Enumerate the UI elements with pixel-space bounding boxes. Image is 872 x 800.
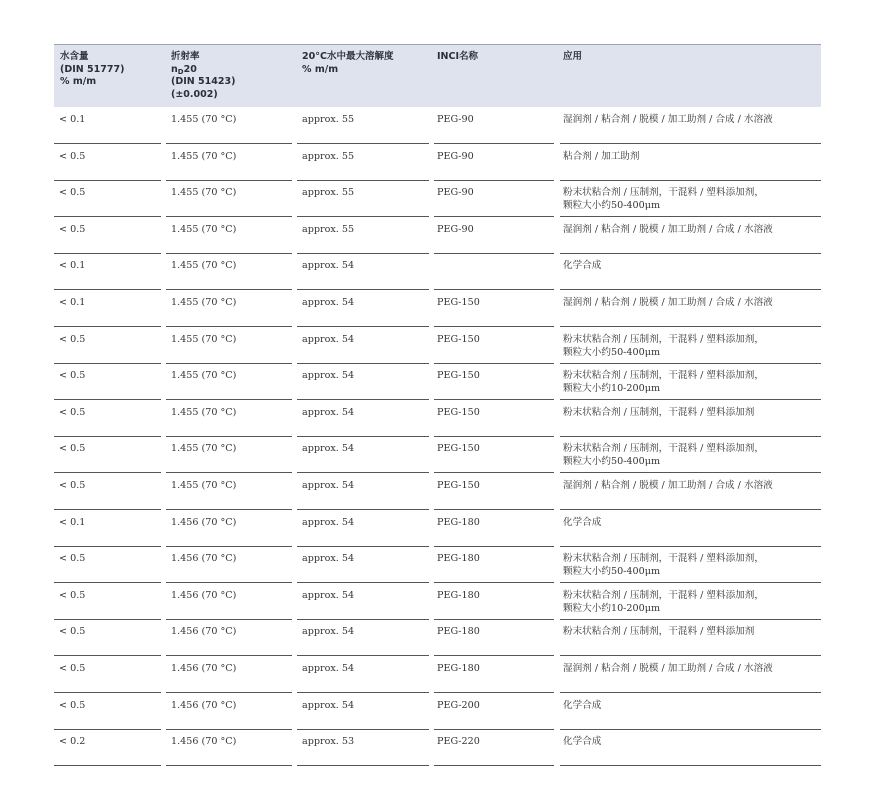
cell-application	[563, 589, 764, 615]
cell-solubility: approx. 54	[302, 553, 355, 565]
application-line: 颗粒大小约50-400μm	[563, 566, 661, 578]
application-line: 湿润剂 / 粘合剂 / 脱模 / 加工助剂 / 合成 / 水溶液	[563, 223, 773, 235]
cell-water-content: < 0.1	[59, 297, 86, 308]
header-text: (DIN 51777)	[60, 63, 125, 75]
cell-water-content: < 0.5	[59, 663, 86, 674]
cell-water-content: < 0.5	[59, 150, 86, 162]
row-divider	[560, 765, 821, 766]
header-text: 20°C水中最大溶解度	[302, 51, 394, 62]
cell-water-content: < 0.1	[59, 114, 86, 125]
table-row	[0, 327, 872, 364]
cell-application	[563, 516, 601, 529]
table-row	[0, 180, 872, 217]
application-line: 颗粒大小约10-200μm	[563, 383, 661, 395]
cell-application	[563, 552, 764, 578]
cell-water-content: < 0.1	[59, 260, 86, 272]
table-row	[0, 400, 872, 437]
cell-application	[563, 479, 773, 492]
cell-water-content: < 0.5	[59, 443, 86, 455]
cell-solubility: approx. 54	[302, 516, 355, 528]
cell-refractive-index: 1.455 (70 °C)	[171, 223, 237, 235]
cell-application	[563, 296, 773, 309]
application-line: 颗粒大小约50-400μm	[563, 346, 661, 358]
cell-inci-name: PEG-90	[437, 150, 474, 162]
application-line: 粉末状粘合剂 / 压制剂，干混料 / 塑料添加剂，	[563, 589, 764, 601]
cell-inci-name: PEG-90	[437, 187, 474, 199]
application-line: 粉末状粘合剂 / 压制剂，干混料 / 塑料添加剂，	[563, 370, 764, 382]
header-text: n	[171, 63, 178, 75]
row-divider	[54, 765, 161, 766]
cell-inci-name: PEG-220	[437, 736, 480, 748]
application-line: 颗粒大小约50-400μm	[563, 456, 661, 468]
cell-water-content: < 0.5	[59, 626, 86, 638]
cell-water-content: < 0.5	[59, 223, 86, 235]
cell-water-content: < 0.5	[59, 480, 86, 491]
header-text: (DIN 51423)	[171, 76, 236, 88]
cell-refractive-index: 1.456 (70 °C)	[171, 516, 237, 528]
cell-inci-name: PEG-150	[437, 370, 480, 382]
header-subscript: D	[177, 67, 184, 76]
application-line: 粉末状粘合剂 / 压制剂，干混料 / 塑料添加剂，	[563, 443, 764, 455]
table-row	[0, 619, 872, 656]
table-row	[0, 546, 872, 583]
cell-application	[563, 333, 764, 359]
cell-refractive-index: 1.456 (70 °C)	[171, 626, 237, 638]
header-water-content	[60, 51, 124, 89]
table-row	[0, 290, 872, 327]
cell-refractive-index: 1.455 (70 °C)	[171, 443, 237, 455]
cell-inci-name: PEG-150	[437, 406, 480, 418]
cell-water-content: < 0.5	[59, 406, 86, 418]
header-text: % m/m	[302, 63, 339, 75]
cell-solubility: approx. 54	[302, 589, 355, 601]
table-row	[0, 217, 872, 254]
application-line: 湿润剂 / 粘合剂 / 脱模 / 加工助剂 / 合成 / 水溶液	[563, 297, 773, 308]
cell-refractive-index: 1.455 (70 °C)	[171, 333, 237, 345]
table-row	[0, 363, 872, 400]
cell-application	[563, 442, 764, 468]
cell-inci-name: PEG-90	[437, 223, 474, 235]
cell-application	[563, 223, 773, 236]
table-header	[54, 44, 821, 107]
header-text: 应用	[563, 51, 583, 62]
application-line: 化学合成	[563, 260, 602, 272]
cell-refractive-index: 1.456 (70 °C)	[171, 736, 237, 748]
cell-inci-name: PEG-180	[437, 589, 480, 601]
cell-refractive-index: 1.455 (70 °C)	[171, 370, 237, 382]
cell-solubility: approx. 54	[302, 333, 355, 345]
table-row	[0, 107, 872, 144]
cell-refractive-index: 1.456 (70 °C)	[171, 553, 237, 565]
cell-solubility: approx. 55	[302, 114, 355, 125]
application-line: 粉末状粘合剂 / 压制剂，干混料 / 塑料添加剂，	[563, 333, 764, 345]
header-text: % m/m	[60, 76, 97, 88]
cell-solubility: approx. 54	[302, 480, 355, 491]
cell-refractive-index: 1.455 (70 °C)	[171, 150, 237, 162]
application-line: 粉末状粘合剂 / 压制剂，干混料 / 塑料添加剂，	[563, 553, 764, 565]
cell-refractive-index: 1.455 (70 °C)	[171, 480, 237, 491]
cell-solubility: approx. 53	[302, 736, 355, 748]
cell-refractive-index: 1.456 (70 °C)	[171, 663, 237, 674]
cell-application	[563, 150, 640, 163]
table-row	[0, 436, 872, 473]
cell-solubility: approx. 54	[302, 626, 355, 638]
application-line: 粉末状粘合剂 / 压制剂，干混料 / 塑料添加剂	[563, 626, 755, 638]
application-line: 化学合成	[563, 736, 602, 748]
cell-inci-name: PEG-150	[437, 443, 480, 455]
cell-refractive-index: 1.455 (70 °C)	[171, 187, 237, 199]
cell-refractive-index: 1.456 (70 °C)	[171, 699, 237, 711]
header-application	[563, 51, 582, 64]
cell-application	[563, 662, 773, 675]
table-row	[0, 144, 872, 181]
cell-application	[563, 113, 773, 126]
cell-application	[563, 625, 754, 638]
cell-water-content: < 0.5	[59, 699, 86, 711]
header-text: 20	[183, 63, 197, 75]
application-line: 湿润剂 / 粘合剂 / 脱模 / 加工助剂 / 合成 / 水溶液	[563, 480, 773, 491]
cell-water-content: < 0.1	[59, 516, 86, 528]
table-row	[0, 253, 872, 290]
cell-application	[563, 406, 754, 419]
application-line: 化学合成	[563, 699, 602, 711]
cell-refractive-index: 1.455 (70 °C)	[171, 297, 237, 308]
row-divider	[434, 765, 554, 766]
cell-water-content: < 0.5	[59, 370, 86, 382]
application-line: 化学合成	[563, 516, 602, 528]
header-text	[171, 64, 235, 77]
cell-solubility: approx. 54	[302, 699, 355, 711]
application-line: 粘合剂 / 加工助剂	[563, 150, 640, 162]
cell-inci-name: PEG-180	[437, 663, 480, 674]
cell-inci-name: PEG-150	[437, 480, 480, 491]
table-row	[0, 473, 872, 510]
application-line: 粉末状粘合剂 / 压制剂，干混料 / 塑料添加剂	[563, 406, 755, 418]
cell-inci-name: PEG-180	[437, 516, 480, 528]
cell-water-content: < 0.5	[59, 589, 86, 601]
table-row	[0, 583, 872, 620]
cell-application	[563, 735, 601, 748]
header-inci-name	[437, 51, 478, 64]
cell-inci-name: PEG-180	[437, 553, 480, 565]
cell-solubility: approx. 54	[302, 663, 355, 674]
header-text: 水含量	[60, 51, 89, 62]
cell-inci-name: PEG-180	[437, 626, 480, 638]
cell-solubility: approx. 54	[302, 370, 355, 382]
cell-refractive-index: 1.455 (70 °C)	[171, 114, 237, 125]
table-row	[0, 693, 872, 730]
cell-inci-name: PEG-90	[437, 114, 474, 125]
cell-application	[563, 259, 601, 272]
cell-inci-name: PEG-150	[437, 333, 480, 345]
header-refractive-index	[171, 51, 235, 101]
cell-solubility: approx. 54	[302, 443, 355, 455]
header-text: INCI名称	[437, 51, 478, 62]
cell-solubility: approx. 54	[302, 406, 355, 418]
application-line: 粉末状粘合剂 / 压制剂，干混料 / 塑料添加剂，	[563, 187, 764, 199]
cell-refractive-index: 1.455 (70 °C)	[171, 406, 237, 418]
cell-application	[563, 699, 601, 712]
cell-water-content: < 0.2	[59, 736, 86, 748]
header-text: 折射率	[171, 51, 200, 62]
cell-solubility: approx. 54	[302, 297, 355, 308]
table-row	[0, 656, 872, 693]
header-text: (±0.002)	[171, 88, 218, 100]
cell-refractive-index: 1.456 (70 °C)	[171, 589, 237, 601]
cell-solubility: approx. 54	[302, 260, 355, 272]
cell-water-content: < 0.5	[59, 333, 86, 345]
cell-solubility: approx. 55	[302, 187, 355, 199]
table-row	[0, 729, 872, 766]
table-row	[0, 510, 872, 547]
cell-water-content: < 0.5	[59, 187, 86, 199]
application-line: 湿润剂 / 粘合剂 / 脱模 / 加工助剂 / 合成 / 水溶液	[563, 663, 773, 674]
application-line: 颗粒大小约50-400μm	[563, 200, 661, 212]
cell-application	[563, 369, 764, 395]
cell-refractive-index: 1.455 (70 °C)	[171, 260, 237, 272]
cell-inci-name: PEG-150	[437, 297, 480, 308]
application-line: 颗粒大小约10-200μm	[563, 602, 661, 614]
cell-application	[563, 186, 764, 212]
cell-solubility: approx. 55	[302, 150, 355, 162]
cell-water-content: < 0.5	[59, 553, 86, 565]
row-divider	[166, 765, 292, 766]
header-solubility	[302, 51, 393, 76]
application-line: 湿润剂 / 粘合剂 / 脱模 / 加工助剂 / 合成 / 水溶液	[563, 114, 773, 125]
cell-inci-name: PEG-200	[437, 699, 480, 711]
row-divider	[297, 765, 429, 766]
cell-solubility: approx. 55	[302, 223, 355, 235]
